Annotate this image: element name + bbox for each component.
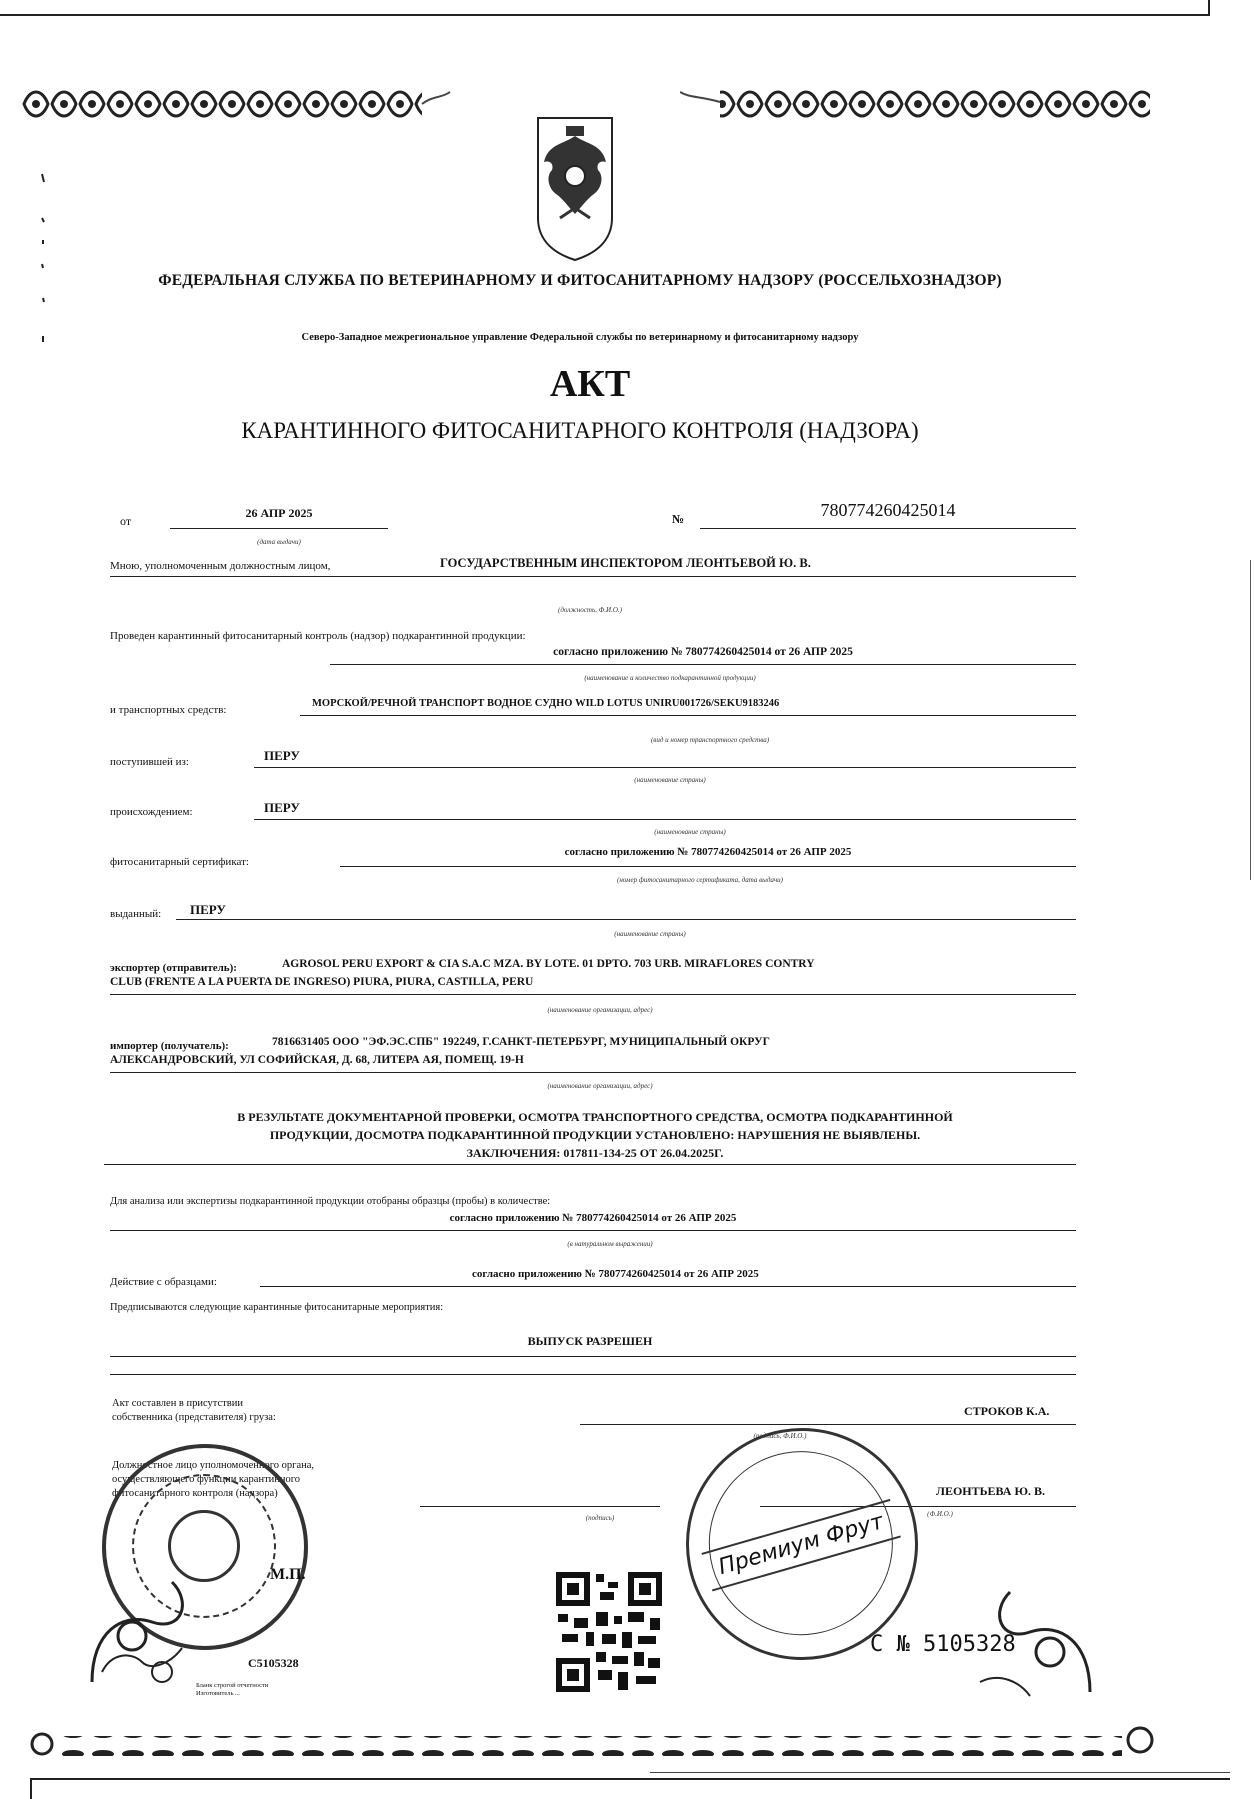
inspector-label: Мною, уполномоченным должностным лицом, xyxy=(110,560,331,572)
importer-value-line2: АЛЕКСАНДРОВСКИЙ, УЛ СОФИЙСКАЯ, Д. 68, ЛИТЕРА АЯ, ПОМЕЩ. 19-Н xyxy=(110,1054,1076,1073)
qr-code-icon xyxy=(556,1572,662,1692)
frame-line-bottom xyxy=(30,1778,1230,1780)
control-caption: (наименование и количество подкарантинной продукции) xyxy=(584,674,756,682)
origin-value: ПЕРУ xyxy=(254,800,1076,820)
document-subtitle: КАРАНТИННОГО ФИТОСАНИТАРНОГО КОНТРОЛЯ (НАДЗОРА) xyxy=(241,418,919,443)
corner-flourish-left xyxy=(82,1552,212,1692)
owner-name: СТРОКОВ К.А. xyxy=(964,1404,1050,1418)
issued-label: выданный: xyxy=(110,908,162,920)
owner-label-line1: Акт составлен в присутствии xyxy=(112,1398,243,1409)
origin-caption: (наименование страны) xyxy=(654,828,726,836)
official-caption-sign: (подпись) xyxy=(585,1514,615,1522)
exporter-value-line1: AGROSOL PERU EXPORT & CIA S.A.C MZA. BY LOTE. 01 DPTO. 703 URB. MIRAFLORES CONTRY xyxy=(282,958,815,970)
official-label-line1: Должностное лицо уполномоченного органа, xyxy=(112,1460,315,1471)
frame-line-bottom-inner xyxy=(650,1772,1230,1773)
exporter-label: экспортер (отправитель): xyxy=(110,962,237,974)
frame-line-right xyxy=(1208,0,1210,14)
from-caption: (наименование страны) xyxy=(634,776,706,784)
transport-caption: (вид и номер транспортного средства) xyxy=(650,736,770,744)
corner-flourish-right xyxy=(970,1572,1100,1702)
form-series-number: С № 5105328 xyxy=(870,1632,1016,1657)
ornament-border-bottom xyxy=(28,1724,1158,1764)
owner-label-line2: собственника (представителя) груза: xyxy=(112,1412,276,1423)
margin-marks xyxy=(38,168,48,368)
actions-line xyxy=(260,1286,1076,1287)
result-line2: ПРОДУКЦИИ, ДОСМОТРА ПОДКАРАНТИННОЙ ПРОДУКЦИИ УСТАНОВЛЕНО: НАРУШЕНИЯ НЕ ВЫЯВЛЕНЫ. xyxy=(269,1128,921,1142)
owner-caption: (подпись, Ф.И.О.) xyxy=(753,1432,807,1440)
date-value: 26 АПР 2025 xyxy=(170,506,388,529)
frame-line-bottom-left xyxy=(30,1778,32,1799)
mp-mark: М.П. xyxy=(270,1566,306,1583)
document-title: АКТ xyxy=(549,363,631,405)
inspector-line xyxy=(110,576,1076,577)
official-name: ЛЕОНТЬЕВА Ю. В. xyxy=(936,1484,1045,1498)
form-small-print-line2: Изготовитель ... xyxy=(196,1690,240,1697)
importer-caption: (наименование организации, адрес) xyxy=(547,1082,653,1090)
measures-line-2 xyxy=(110,1374,1076,1375)
ornament-border-right xyxy=(680,84,1150,124)
origin-label: происхождением: xyxy=(110,806,193,818)
transport-value: МОРСКОЙ/РЕЧНОЙ ТРАНСПОРТ ВОДНОЕ СУДНО WILD LOTUS UNIRU001726/SEKU9183246 xyxy=(300,698,1076,716)
department-name: Северо-Западное межрегиональное управление Федеральной службы по ветеринарному и фитосанитарному надзору xyxy=(301,332,859,343)
from-label: поступившей из: xyxy=(110,756,189,768)
inspector-value: ГОСУДАРСТВЕННЫМ ИНСПЕКТОРОМ ЛЕОНТЬЕВОЙ Ю. В. xyxy=(440,556,811,570)
measures-line xyxy=(110,1356,1076,1357)
issued-caption: (наименование страны) xyxy=(614,930,686,938)
control-label: Проведен карантинный фитосанитарный контроль (надзор) подкарантинной продукции: xyxy=(110,630,526,642)
cert-label: фитосанитарный сертификат: xyxy=(110,856,249,868)
measures-value: ВЫПУСК РАЗРЕШЕН xyxy=(527,1334,653,1348)
coat-of-arms-icon xyxy=(534,114,616,262)
transport-label: и транспортных средств: xyxy=(110,704,227,716)
issued-value: ПЕРУ xyxy=(176,902,1076,920)
company-stamp-name: Премиум Фрут xyxy=(701,1499,900,1591)
form-code: С5105328 xyxy=(248,1656,299,1670)
official-label-line3: фитосанитарного контроля (надзора) xyxy=(112,1488,278,1499)
importer-value-line1: 7816631405 ООО "ЭФ.ЭС.СПБ" 192249, Г.САНКТ-ПЕТЕРБУРГ, МУНИЦИПАЛЬНЫЙ ОКРУГ xyxy=(272,1036,770,1048)
date-prefix: от xyxy=(120,514,132,528)
result-line1: В РЕЗУЛЬТАТЕ ДОКУМЕНТАРНОЙ ПРОВЕРКИ, ОСМОТРА ТРАНСПОРТНОГО СРЕДСТВА, ОСМОТРА ПОДКАРАНТИННОЙ xyxy=(237,1110,953,1124)
official-signature-line xyxy=(420,1506,660,1507)
cert-value: согласно приложению № 780774260425014 от 26 АПР 2025 xyxy=(340,846,1076,867)
date-caption: (дата выдачи) xyxy=(257,538,301,546)
actions-label: Действие с образцами: xyxy=(110,1276,217,1288)
frame-line-right-margin xyxy=(1250,560,1251,880)
act-number: 780774260425014 xyxy=(700,500,1076,529)
form-small-print-line1: Бланк строгой отчетности xyxy=(196,1682,269,1689)
official-caption-name: (Ф.И.О.) xyxy=(927,1510,953,1518)
cert-caption: (номер фитосанитарного сертификата, дата выдачи) xyxy=(616,876,783,884)
frame-line-top xyxy=(0,14,1210,16)
ornament-border-left xyxy=(22,84,452,124)
actions-value: согласно приложению № 780774260425014 от 26 АПР 2025 xyxy=(472,1268,759,1280)
result-line3: ЗАКЛЮЧЕНИЯ: 017811-134-25 ОТ 26.04.2025Г. xyxy=(466,1146,724,1160)
number-prefix: № xyxy=(672,512,685,526)
importer-label: импортер (получатель): xyxy=(110,1040,229,1052)
samples-caption: (в натуральном выражении) xyxy=(567,1240,653,1248)
samples-label: Для анализа или экспертизы подкарантинной продукции отобраны образцы (пробы) в количестве: xyxy=(110,1196,551,1207)
result-line xyxy=(104,1164,1076,1165)
samples-value: согласно приложению № 780774260425014 от 26 АПР 2025 xyxy=(110,1212,1076,1231)
control-value: согласно приложению № 780774260425014 от 26 АПР 2025 xyxy=(330,646,1076,665)
exporter-caption: (наименование организации, адрес) xyxy=(547,1006,653,1014)
official-label-line2: осуществляющего функции карантинного xyxy=(112,1474,301,1485)
from-value: ПЕРУ xyxy=(254,748,1076,768)
exporter-value-line2: CLUB (FRENTE A LA PUERTA DE INGRESO) PIURA, PIURA, CASTILLA, PERU xyxy=(110,976,1076,995)
agency-name: ФЕДЕРАЛЬНАЯ СЛУЖБА ПО ВЕТЕРИНАРНОМУ И ФИТОСАНИТАРНОМУ НАДЗОРУ (РОССЕЛЬХОЗНАДЗОР) xyxy=(158,272,1002,289)
inspector-caption: (должность, Ф.И.О.) xyxy=(558,606,622,614)
measures-label: Предписываются следующие карантинные фитосанитарные мероприятия: xyxy=(110,1302,444,1313)
owner-signature-line xyxy=(580,1424,1076,1425)
